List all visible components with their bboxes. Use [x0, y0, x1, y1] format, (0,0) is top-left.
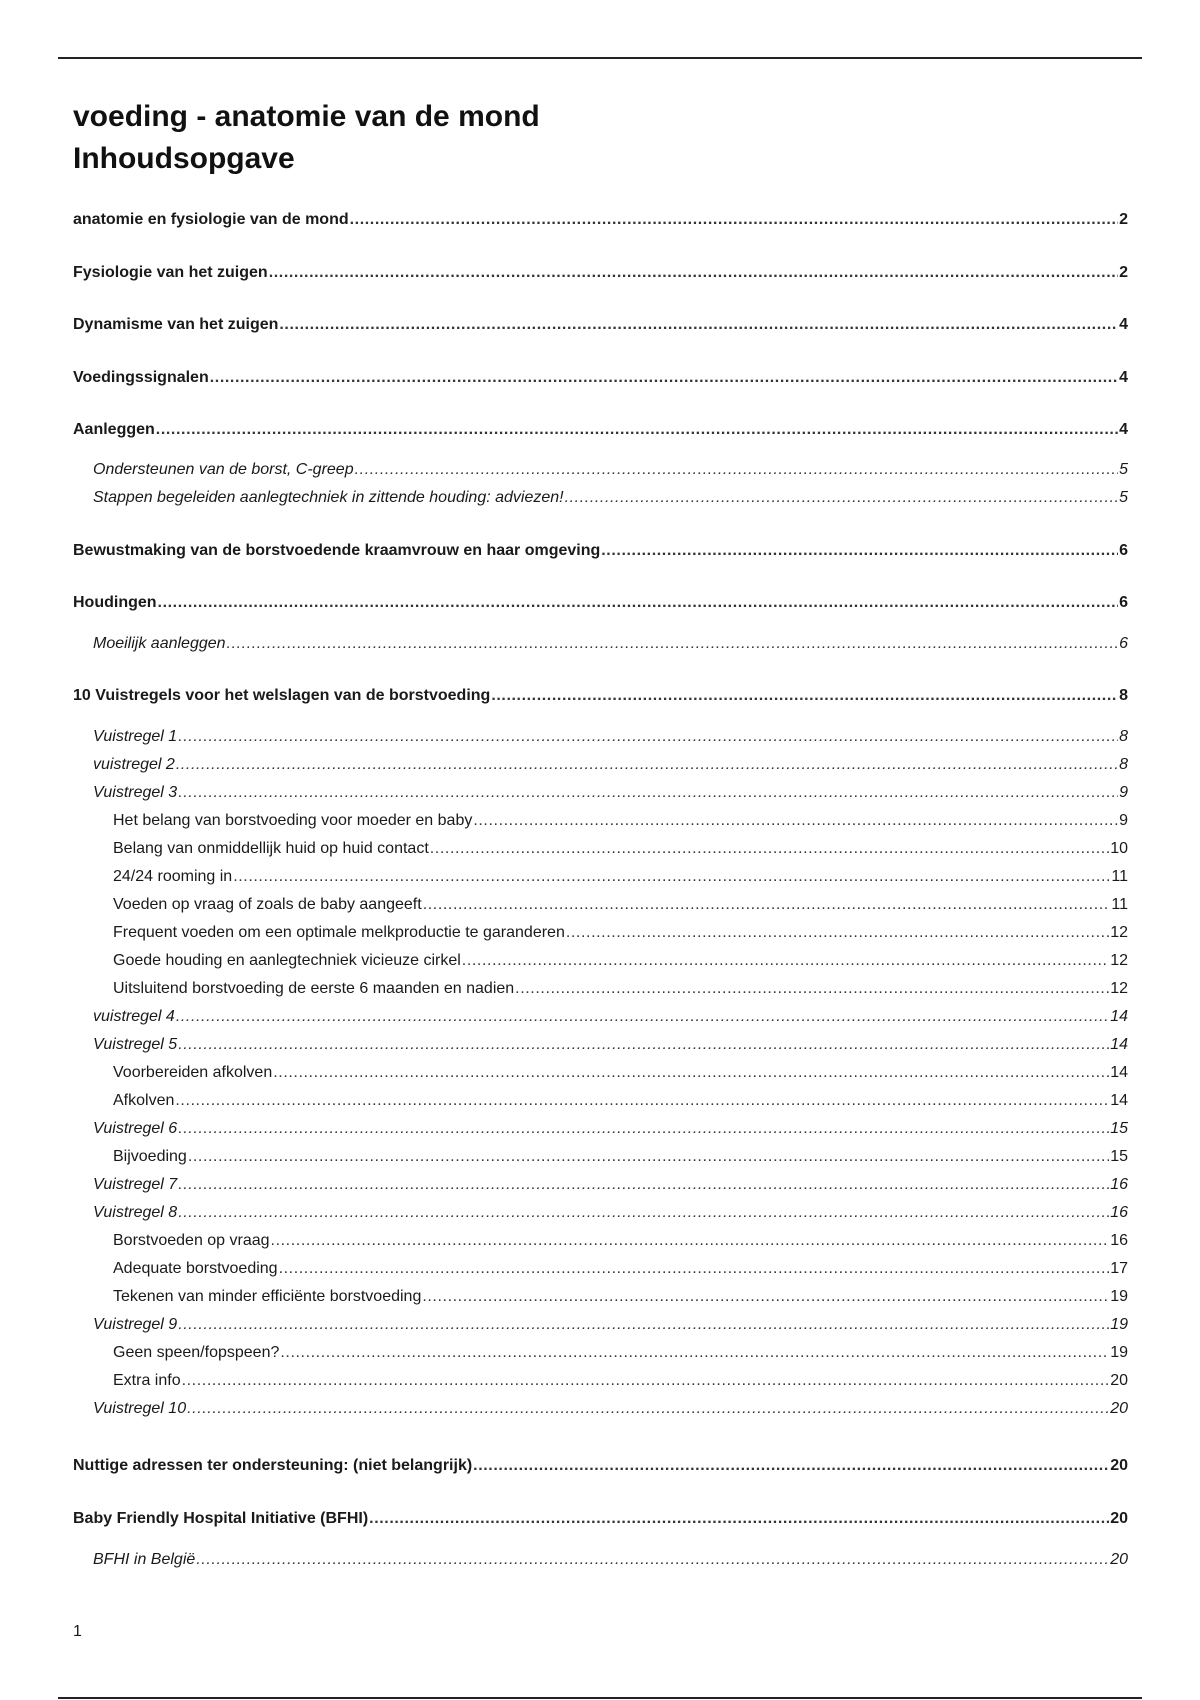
toc-entry[interactable] — [73, 686, 1128, 706]
toc-entry[interactable] — [73, 210, 1128, 230]
toc-leader — [491, 686, 1118, 706]
toc-leader — [565, 488, 1119, 508]
toc-leader — [515, 979, 1109, 999]
toc-entry-label: Voeden op vraag of zoals de baby aangeeft — [113, 896, 422, 913]
toc-leader — [462, 951, 1109, 971]
toc-entry-page: 4 — [1119, 421, 1128, 438]
toc-entry-label: Afkolven — [113, 1092, 175, 1109]
toc-entry[interactable] — [93, 1203, 1128, 1223]
toc-entry[interactable] — [113, 951, 1128, 971]
toc-entry-page: 8 — [1119, 728, 1128, 745]
header-rule — [58, 57, 1142, 59]
toc-leader — [601, 541, 1118, 561]
toc-entry-label: Uitsluitend borstvoeding de eerste 6 maanden en nadien — [113, 980, 515, 997]
toc-entry-page: 14 — [1110, 1036, 1128, 1053]
toc-leader — [369, 1509, 1109, 1529]
toc-entry[interactable] — [113, 923, 1128, 943]
toc-entry-label: Geen speen/fopspeen? — [113, 1344, 280, 1361]
toc-leader — [279, 315, 1118, 335]
toc-entry-label: Tekenen van minder efficiënte borstvoeding — [113, 1288, 422, 1305]
toc-entry[interactable] — [113, 1063, 1128, 1083]
toc-entry[interactable] — [93, 460, 1128, 480]
toc-entry[interactable] — [113, 811, 1128, 831]
toc-entry-page: 14 — [1110, 1008, 1128, 1025]
toc-entry-page: 5 — [1119, 461, 1128, 478]
toc-entry-page: 19 — [1110, 1344, 1128, 1361]
toc-entry-label: vuistregel 2 — [93, 756, 175, 773]
toc-entry[interactable] — [113, 1091, 1128, 1111]
toc-leader — [178, 727, 1118, 747]
toc-entry-page: 12 — [1110, 980, 1128, 997]
toc-entry-label: Belang van onmiddellijk huid op huid contact — [113, 840, 429, 857]
toc-entry-page: 5 — [1119, 489, 1128, 506]
toc-leader — [187, 1399, 1109, 1419]
toc-leader — [271, 1231, 1110, 1251]
toc-leader — [178, 1175, 1109, 1195]
toc-entry-page: 11 — [1111, 896, 1128, 913]
toc-entry-page: 20 — [1110, 1510, 1128, 1527]
toc-entry[interactable] — [93, 488, 1128, 508]
toc-entry[interactable] — [93, 755, 1128, 775]
toc-entry[interactable] — [113, 1371, 1128, 1391]
toc-entry-label: Vuistregel 8 — [93, 1204, 178, 1221]
toc-leader — [178, 783, 1118, 803]
toc-entry-page: 8 — [1119, 756, 1128, 773]
footer-rule — [58, 1697, 1142, 1699]
toc-entry[interactable] — [113, 1287, 1128, 1307]
toc-leader — [158, 593, 1119, 613]
toc-entry-page: 12 — [1110, 952, 1128, 969]
toc-entry-label: Vuistregel 1 — [93, 728, 178, 745]
toc-entry[interactable] — [113, 867, 1128, 887]
toc-entry-page: 20 — [1110, 1551, 1128, 1568]
toc-entry-page: 2 — [1119, 211, 1128, 228]
toc-entry-label: Aanleggen — [73, 421, 155, 438]
toc-entry-label: BFHI in België — [93, 1551, 196, 1568]
toc-entry-label: Het belang van borstvoeding voor moeder en baby — [113, 812, 473, 829]
toc-entry-label: Vuistregel 10 — [93, 1400, 187, 1417]
toc-entry[interactable] — [73, 263, 1128, 283]
toc-entry-label: 24/24 rooming in — [113, 868, 233, 885]
toc-entry[interactable] — [93, 727, 1128, 747]
toc-entry-page: 6 — [1119, 635, 1128, 652]
toc-entry[interactable] — [113, 1231, 1128, 1251]
toc-entry-page: 2 — [1119, 264, 1128, 281]
toc-leader — [188, 1147, 1109, 1167]
toc-entry[interactable] — [113, 1147, 1128, 1167]
toc-leader — [473, 811, 1118, 831]
toc-leader — [473, 1456, 1109, 1476]
toc-leader — [280, 1343, 1109, 1363]
toc-leader — [269, 263, 1118, 283]
toc-entry-page: 17 — [1110, 1260, 1128, 1277]
toc-entry-label: Extra info — [113, 1372, 181, 1389]
toc-entry-label: Nuttige adressen ter ondersteuning: (niet belangrijk) — [73, 1457, 473, 1474]
toc-entry-page: 8 — [1119, 687, 1128, 704]
toc-leader — [178, 1119, 1109, 1139]
toc-leader — [210, 368, 1118, 388]
toc-entry[interactable] — [113, 895, 1128, 915]
toc-leader — [178, 1315, 1109, 1335]
toc-entry-page: 15 — [1110, 1120, 1128, 1137]
toc-leader — [178, 1035, 1109, 1055]
toc-heading: Inhoudsopgave — [73, 142, 295, 175]
toc-leader — [176, 1007, 1109, 1027]
toc-entry-label: Vuistregel 6 — [93, 1120, 178, 1137]
toc-entry-label: Vuistregel 3 — [93, 784, 178, 801]
toc-entry-label: Fysiologie van het zuigen — [73, 264, 268, 281]
toc-entry-label: anatomie en fysiologie van de mond — [73, 211, 349, 228]
toc-leader — [566, 923, 1109, 943]
toc-entry-page: 10 — [1110, 840, 1128, 857]
toc-entry-label: Baby Friendly Hospital Initiative (BFHI) — [73, 1510, 369, 1527]
toc-entry-label: vuistregel 4 — [93, 1008, 175, 1025]
toc-entry-page: 12 — [1110, 924, 1128, 941]
toc-leader — [423, 895, 1111, 915]
toc-entry-page: 20 — [1110, 1372, 1128, 1389]
toc-leader — [355, 460, 1118, 480]
toc-entry[interactable] — [93, 1399, 1128, 1419]
toc-entry-label: Houdingen — [73, 594, 157, 611]
toc-entry-label: Stappen begeleiden aanlegtechniek in zittende houding: adviezen! — [93, 489, 564, 506]
toc-entry-label: Vuistregel 9 — [93, 1316, 178, 1333]
toc-leader — [156, 420, 1118, 440]
toc-leader — [178, 1203, 1109, 1223]
toc-entry-label: Goede houding en aanlegtechniek vicieuze cirkel — [113, 952, 461, 969]
toc-entry[interactable] — [93, 634, 1128, 654]
toc-leader — [227, 634, 1119, 654]
toc-entry[interactable] — [73, 315, 1128, 335]
toc-entry[interactable] — [73, 541, 1128, 561]
toc-entry-label: 10 Vuistregels voor het welslagen van de borstvoeding — [73, 687, 491, 704]
toc-entry-page: 15 — [1110, 1148, 1128, 1165]
document-title: voeding - anatomie van de mond — [73, 100, 540, 133]
toc-entry-label: Moeilijk aanleggen — [93, 635, 226, 652]
toc-entry-page: 9 — [1119, 784, 1128, 801]
toc-entry-label: Borstvoeden op vraag — [113, 1232, 270, 1249]
toc-entry-label: Bewustmaking van de borstvoedende kraamvrouw en haar omgeving — [73, 542, 601, 559]
toc-entry[interactable] — [73, 1456, 1128, 1476]
toc-entry[interactable] — [73, 1509, 1128, 1529]
toc-entry-page: 6 — [1119, 594, 1128, 611]
toc-entry-page: 19 — [1110, 1288, 1128, 1305]
toc-entry-page: 20 — [1110, 1457, 1128, 1474]
toc-leader — [182, 1371, 1110, 1391]
toc-entry-page: 16 — [1110, 1232, 1128, 1249]
toc-entry[interactable] — [93, 1550, 1128, 1570]
toc-leader — [422, 1287, 1109, 1307]
toc-entry[interactable] — [113, 1343, 1128, 1363]
toc-leader — [175, 1091, 1109, 1111]
toc-entry-page: 16 — [1110, 1204, 1128, 1221]
toc-leader — [176, 755, 1118, 775]
toc-leader — [233, 867, 1110, 887]
toc-entry[interactable] — [73, 420, 1128, 440]
toc-entry-page: 19 — [1110, 1316, 1128, 1333]
toc-entry-page: 6 — [1119, 542, 1128, 559]
toc-entry-label: Bijvoeding — [113, 1148, 187, 1165]
toc-entry-page: 14 — [1110, 1064, 1128, 1081]
toc-entry-page: 4 — [1119, 369, 1128, 386]
toc-leader — [273, 1063, 1109, 1083]
toc-entry[interactable] — [93, 783, 1128, 803]
toc-leader — [430, 839, 1109, 859]
toc-leader — [279, 1259, 1110, 1279]
page-number: 1 — [73, 1623, 82, 1640]
toc-entry[interactable] — [73, 368, 1128, 388]
toc-entry-label: Voorbereiden afkolven — [113, 1064, 273, 1081]
toc-entry[interactable] — [73, 593, 1128, 613]
toc-entry-page: 9 — [1119, 812, 1128, 829]
toc-entry-page: 4 — [1119, 316, 1128, 333]
toc-entry-page: 20 — [1110, 1400, 1128, 1417]
toc-entry[interactable] — [93, 1315, 1128, 1335]
toc-entry-page: 11 — [1111, 868, 1128, 885]
toc-entry-page: 16 — [1110, 1176, 1128, 1193]
toc-entry-label: Voedingssignalen — [73, 369, 209, 386]
toc-entry[interactable] — [93, 1035, 1128, 1055]
toc-leader — [350, 210, 1118, 230]
toc-entry[interactable] — [93, 1119, 1128, 1139]
toc-entry-label: Vuistregel 7 — [93, 1176, 178, 1193]
toc-leader — [196, 1550, 1109, 1570]
toc-entry[interactable] — [113, 1259, 1128, 1279]
toc-entry-page: 14 — [1110, 1092, 1128, 1109]
toc-entry-label: Adequate borstvoeding — [113, 1260, 278, 1277]
toc-entry[interactable] — [113, 979, 1128, 999]
toc-entry-label: Vuistregel 5 — [93, 1036, 178, 1053]
toc-entry-label: Ondersteunen van de borst, C-greep — [93, 461, 354, 478]
toc-entry[interactable] — [93, 1007, 1128, 1027]
toc-entry-label: Frequent voeden om een optimale melkproductie te garanderen — [113, 924, 565, 941]
toc-entry[interactable] — [113, 839, 1128, 859]
toc-entry-label: Dynamisme van het zuigen — [73, 316, 279, 333]
toc-entry[interactable] — [93, 1175, 1128, 1195]
